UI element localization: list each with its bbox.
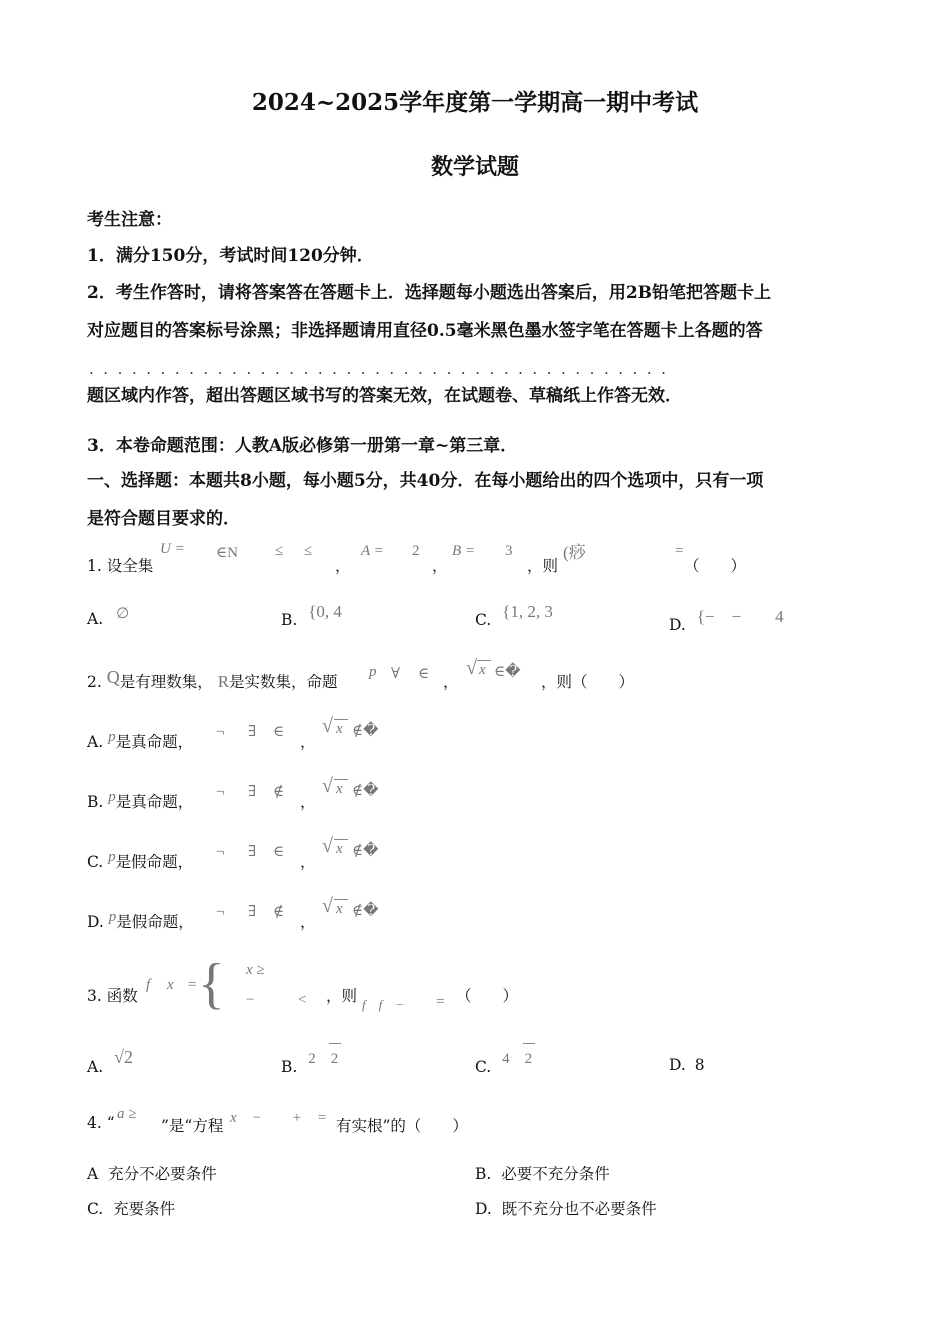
q2-p: p [369, 664, 377, 680]
sqrt-symbol: √ [466, 657, 477, 679]
q2-then: ，则（ ） [541, 673, 635, 691]
q4-equation: x − + = [230, 1110, 328, 1126]
q4-a: a ≥ [117, 1106, 137, 1122]
exam-subtitle: 数学试题 [430, 154, 519, 180]
q1-complement: (痧 [563, 543, 586, 562]
q3-blank: （ ） [456, 987, 519, 1005]
sqrt-symbol: √ [322, 895, 333, 917]
q4-prefix: 4. “ [87, 1114, 115, 1132]
q4-option-c: C. 充要条件 [87, 1200, 176, 1218]
sqrt-symbol: √ [322, 775, 333, 797]
notice-item-2-line-3: 题区域内作答，超出答题区域书写的答案无效，在试题卷、草稿纸上作答无效． [87, 386, 682, 406]
q2-forall: ∀ [391, 666, 401, 682]
q4-option-b: B. 必要不充分条件 [475, 1165, 610, 1183]
q2-comma: ， [443, 673, 459, 691]
q1-u: U = [160, 541, 185, 557]
q1-comma-2: ， [432, 557, 448, 575]
section-heading-line-1: 一、选择题：本题共8小题，每小题5分，共40分．在每小题给出的四个选项中，只有一项 [87, 471, 764, 491]
q4-option-a: A 充分不必要条件 [87, 1165, 217, 1183]
notice-item-2-line-2: 对应题目的答案标号涂黑；非选择题请用直径0.5毫米黑色墨水签字笔在答题卡上各题的答 [87, 321, 763, 341]
piecewise-brace: { [198, 953, 225, 1015]
q4-tail: 有实根”的（ ） [336, 1117, 468, 1135]
q3-ff: f f − [362, 997, 404, 1012]
q4-mid: ”是“方程 [161, 1117, 224, 1135]
q3-option-d: D. 8 [669, 1056, 705, 1074]
q2-option-a: A. p是真命题， [87, 729, 194, 751]
q1-eq: = [675, 543, 684, 559]
q1-two: 2 [412, 543, 420, 559]
q1-prefix: 1. 设全集 [87, 557, 154, 575]
q3-option-b: B. 2 2 [281, 1051, 339, 1076]
q1-then: ，则 [527, 557, 559, 575]
q1-option-c: C. {1, 2, 3 [475, 602, 553, 629]
notice-heading: 考生注意： [87, 210, 172, 230]
q1-a: A = [361, 543, 384, 559]
q3-option-c: C. 4 2 [475, 1051, 533, 1076]
notice-item-3: 3．本卷命题范围：人教A版必修第一册第一章~第三章． [87, 436, 518, 456]
emphasis-dots: . . . . . . . . . . . . . . . . . . . . . . . . . . . . . . . . . . . . . . . . . [89, 360, 666, 378]
q1-option-b: B. {0, 4 [281, 602, 342, 629]
q1-comma-1: ， [335, 557, 351, 575]
sqrt-bar [477, 660, 491, 661]
q1-option-d: D. {− − 4 [669, 607, 784, 634]
section-heading-line-2: 是符合题目要求的． [87, 509, 240, 529]
exam-page: 2024~2025学年度第一学期高一期中考试 数学试题 考生注意： 1．满分150分，考试时间120分钟． 2．考生作答时，请将答案答在答题卡上．选择题每小题选出答案后，用2B铅笔把答题卡上 对应题目的答案标号涂黑；非选择题请用直径0.5毫米黑色墨水签字笔在答题卡上各题的答 . . . . . . . . . . . . . . . . . . . . . . . . . . . . . . . . . . . . . . . . . 题区域内作答，超出答题区域书写的答案无效，在试题卷、草稿纸上作答无效． 3．本卷命题范围：人教A版必修第一册第一章~第三章． 一、选择题：本题共8小题，每小题5分，共40分．在每小题给出的四个选项中，只有一项 是符合题目要求的． 1. 设全集 U = ∈N ≤ ≤ ， A = 2 ， B = 3 ，则 (痧 = （ ） A. ∅ B. {0, 4 C. {1, 2, 3 D. {− − 4 2. Q是有理数集， R是实数集，命题 p ∀ ∈ ， √ x ∈� ，则（ ） A. p是真命题， ¬ ∃ ∈ ， √ x ∉� B. p是真命题， ¬ ∃ ∉ ， √ x ∉� C. p是假命题， ¬ ∃ ∈ ， √ x ∉� D. p是假命题， ¬ ∃ ∉ ， √ x ∉� 3. 函数 f x = { x ≥ − < ，则 f f − = （ ） A. √2 B. 2 2 C. 4 2 D. 8 4. “ a ≥ ”是“方程 x − + = 有实根”的（ ） A 充分不必要条件 B. 必要不充分条件 C. 充要条件 D. 既不充分也不必要条件 [0, 0, 950, 1344]
q2-in: ∈ [418, 666, 430, 682]
q1-in-n: ∈N [216, 545, 238, 561]
notice-item-2-line-1: 2．考生作答时，请将答案答在答题卡上．选择题每小题选出答案后，用2B铅笔把答题卡上 [87, 283, 772, 303]
q1-option-a: A. ∅ [87, 606, 130, 628]
q1-le-2: ≤ [304, 543, 313, 559]
q3-case-2-lt: < [298, 992, 307, 1008]
q3-case-1: x ≥ [246, 962, 265, 978]
q1-three: 3 [505, 543, 513, 559]
q1-b: B = [452, 543, 476, 559]
q3-prefix: 3. 函数 [87, 987, 138, 1005]
q3-x: x [167, 977, 174, 993]
q1-blank: （ ） [684, 557, 747, 575]
q3-case-2-minus: − [246, 992, 255, 1008]
exam-title: 2024~2025学年度第一学期高一期中考试 [251, 89, 699, 116]
q3-option-a: A. √2 [87, 1047, 133, 1076]
q3-then: ，则 [326, 987, 358, 1005]
sqrt-symbol: √ [322, 715, 333, 737]
q2-option-b: B. p是真命题， [87, 789, 194, 811]
q3-f: f [146, 977, 151, 993]
q4-option-d: D. 既不充分也不必要条件 [475, 1200, 657, 1218]
q2-option-c: C. p是假命题， [87, 849, 194, 871]
empty-set: ∅ [116, 606, 130, 622]
q2-stem: 2. Q是有理数集， R是实数集，命题 [87, 667, 338, 691]
q3-eq: = [188, 977, 197, 993]
q1-le-1: ≤ [275, 543, 284, 559]
q2-option-d: D. p是假命题， [87, 909, 194, 931]
q3-eq-2: = [436, 994, 445, 1010]
notice-item-1: 1．满分150分，考试时间120分钟． [87, 246, 374, 266]
sqrt-symbol: √ [322, 835, 333, 857]
